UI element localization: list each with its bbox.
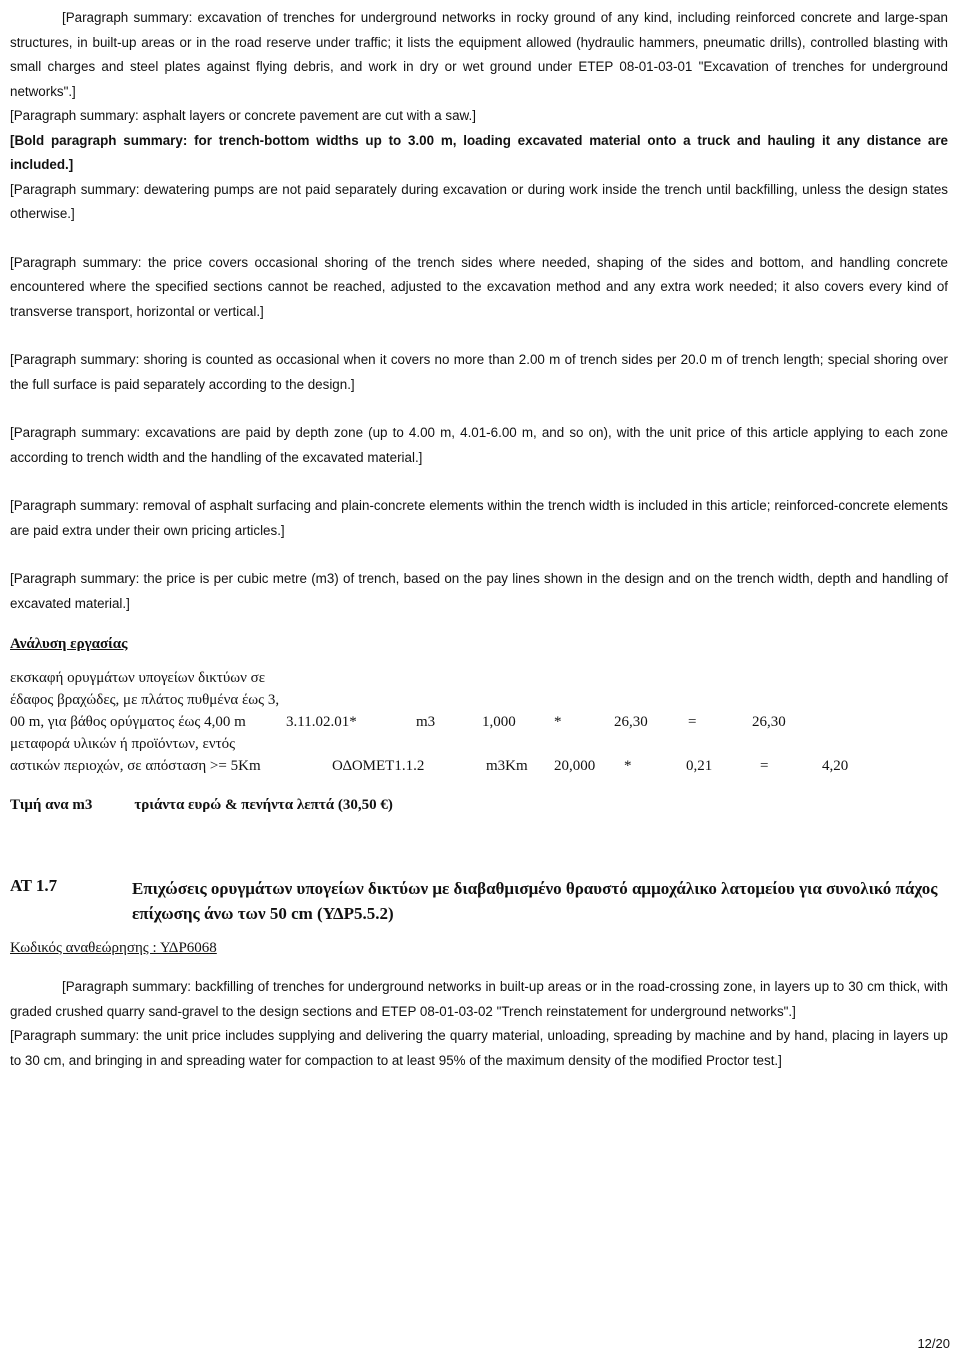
calc-desc-line: έδαφος βραχώδες, με πλάτος πυθμένα έως 3, — [10, 692, 280, 708]
calc-desc-line: εκσκαφή ορυγμάτων υπογείων δικτύων σε — [10, 670, 266, 686]
calc-equals: = — [688, 714, 697, 730]
calc-multiply: * — [554, 714, 562, 730]
document-page — [10, 6, 948, 1073]
paragraph-asphalt-removal: [Paragraph summary: removal of asphalt surfacing and plain-concrete elements within the trench width is included in this article; reinforced-concrete elements are paid extra under their own pricing articles.] — [10, 498, 948, 538]
paragraph-backfill-description: [Paragraph summary: backfilling of trenches for underground networks in built-up areas or in the road-crossing zone, in layers up to 30 cm thick, with graded crushed quarry sand-gravel to the design sections and ETEP 08-01-03-02 "Trench reinstatement for underground networks".] — [10, 979, 948, 1019]
paragraph-depth-zones: [Paragraph summary: excavations are paid by depth zone (up to 4.00 m, 4.01-6.00 m, and so on), with the unit price of this article applying to each zone according to trench width and the handling of the excavated material.] — [10, 425, 948, 465]
calc-unit: m3Km — [486, 758, 528, 774]
paragraph-asphalt-cutting: [Paragraph summary: asphalt layers or concrete pavement are cut with a saw.] — [10, 108, 476, 123]
calc-price: 26,30 — [614, 714, 648, 730]
calc-unit: m3 — [416, 714, 436, 730]
calc-total: 4,20 — [822, 758, 849, 774]
paragraph-backfill-price: [Paragraph summary: the unit price includes supplying and delivering the quarry material, unloading, spreading by machine and by hand, placing in layers up to 30 cm, and bringing in and spreading water for compaction to at least 95% of the maximum density of the modified Proctor test.] — [10, 1028, 948, 1068]
calc-qty: 1,000 — [482, 714, 516, 730]
calc-code: 3.11.02.01* — [286, 714, 357, 730]
analysis-heading: Ανάλυση εργασίας — [10, 636, 128, 652]
calc-multiply: * — [624, 758, 632, 774]
paragraph-unit-price: [Paragraph summary: the price is per cubic metre (m3) of trench, based on the pay lines shown in the design and on the trench width, depth and handling of excavated material.] — [10, 571, 948, 611]
section-title: Επιχώσεις ορυγμάτων υπογείων δικτύων με διαβαθμισμένο θραυστό αμμοχάλικο λατομείου για συνολικό πάχος επίχωσης άνω των 50 cm (ΥΔΡ5.5.2) — [132, 879, 938, 923]
calc-code: ΟΔΟΜΕΤ1.1.2 — [332, 758, 425, 774]
analysis-table — [10, 667, 948, 777]
calc-qty: 20,000 — [554, 758, 596, 774]
paragraph-shoring: [Paragraph summary: the price covers occasional shoring of the trench sides where needed, shaping of the sides and bottom, and handling concrete encountered where the specified sections cannot be reached, adjusted to the excavation method and any extra work needed; it also covers every kind of transverse transport, horizontal or vertical.] — [10, 254, 948, 319]
section-code: ΑΤ 1.7 — [10, 876, 58, 895]
paragraph-occasional-shoring: [Paragraph summary: shoring is counted as occasional when it covers no more than 2.00 m of trench sides per 20.0 m of trench length; special shoring over the full surface is paid separately according to the design.] — [10, 352, 948, 392]
unit-price-words: τριάντα ευρώ & πενήντα λεπτά (30,50 €) — [134, 797, 393, 813]
calc-price: 0,21 — [686, 758, 713, 774]
section-header — [10, 876, 948, 926]
unit-price-label: Τιμή ανα m3 — [10, 797, 93, 813]
calc-desc-line: 00 m, για βάθος ορύγματος έως 4,00 m — [10, 714, 246, 730]
calc-row — [10, 733, 948, 777]
intro-block — [10, 6, 948, 227]
paragraph-rock-excavation: [Paragraph summary: excavation of trenches for underground networks in rocky ground of any kind, including reinforced concrete and large-span structures, in built-up areas or in the road reserve under traffic; it lists the equipment allowed (hydraulic hammers, pneumatic drills), controlled blasting with small charges and steel plates against flying debris, and work in dry or wet ground under ETEP 08-01-03-01 "Excavation of trenches for underground networks".] — [10, 10, 948, 99]
calc-total: 26,30 — [752, 714, 786, 730]
unit-price-amount: (30,50 €) — [337, 797, 393, 813]
paragraph-pumps: [Paragraph summary: dewatering pumps are not paid separately during excavation or during work inside the trench until backfilling, unless the design states otherwise.] — [10, 181, 948, 221]
revision-code: Κωδικός αναθεώρησης : ΥΔΡ6068 — [10, 940, 217, 956]
calc-desc-line: αστικών περιοχών, σε απόσταση >= 5Km — [10, 758, 261, 774]
calc-row — [10, 667, 948, 733]
page-number: 12/20 — [917, 1336, 950, 1351]
unit-price-line — [10, 797, 948, 814]
calc-desc-line: μεταφορά υλικών ή προϊόντων, εντός — [10, 736, 236, 752]
calc-equals: = — [760, 758, 769, 774]
paragraph-loading-transport: [Bold paragraph summary: for trench-bottom widths up to 3.00 m, loading excavated material onto a truck and hauling it any distance are included.] — [10, 132, 948, 172]
